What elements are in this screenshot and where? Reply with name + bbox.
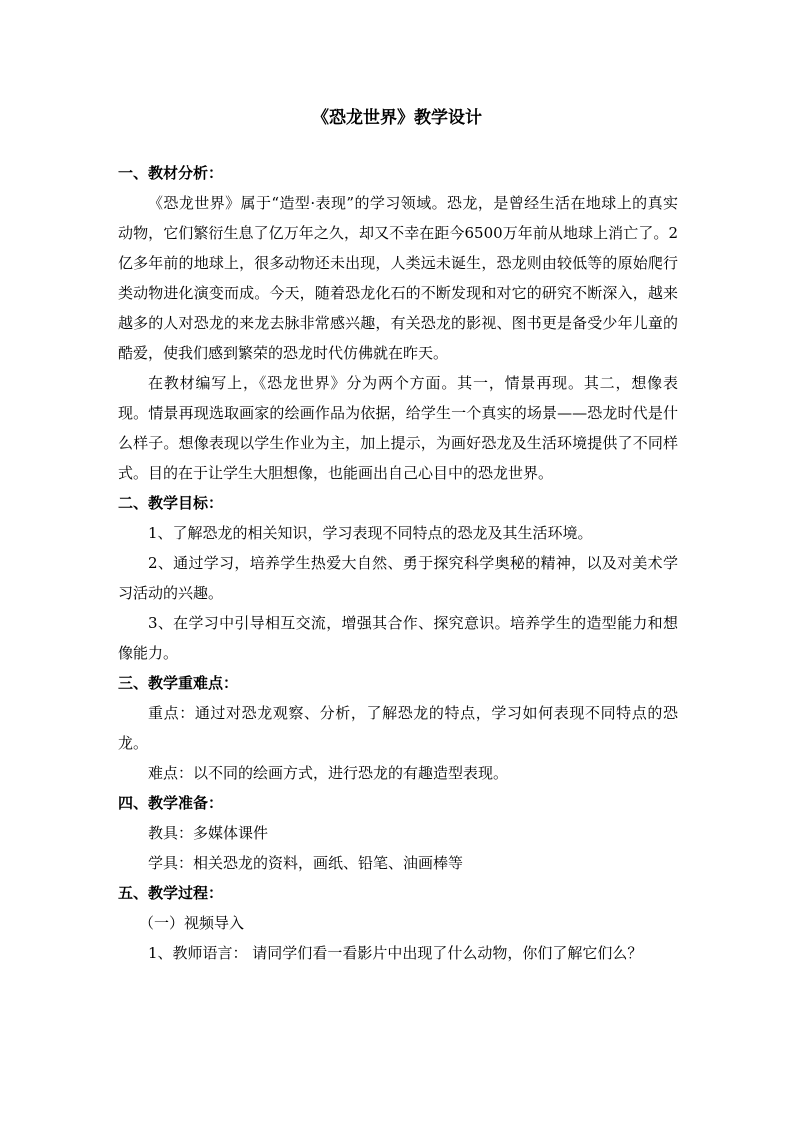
paragraph: 《恐龙世界》属于“造型·表现”的学习领域。恐龙，是曾经生活在地球上的真实动物，它们繁衍生息了亿万年之久，却又不幸在距今6500万年前从地球上消亡了。2亿多年前的地球上，很多动物还未出现，人类远未诞生，恐龙则由较低等的原始爬行类动物进化演变而成。今天，随着恐龙化石的不断发现和对它的研究不断深入，越来越多的人对恐龙的来龙去脉非常感兴趣，有关恐龙的影视、图书更是备受少年儿童的酷爱，使我们感到繁荣的恐龙时代仿佛就在昨天。 <box>118 194 678 362</box>
paragraph: 教具：多媒体课件 <box>148 824 269 842</box>
paragraph: 学具：相关恐龙的资料，画纸、铅笔、油画棒等 <box>148 854 464 872</box>
paragraph: 难点：以不同的绘画方式，进行恐龙的有趣造型表现。 <box>148 764 509 782</box>
paragraph: 2、通过学习，培养学生热爱大自然、勇于探究科学奥秘的精神，以及对美术学习活动的兴趣。 <box>118 554 678 602</box>
paragraph: 在教材编写上，《恐龙世界》分为两个方面。其一，情景再现。其二，想像表现。情景再现选取画家的绘画作品为依据，给学生一个真实的场景——恐龙时代是什么样子。想像表现以学生作业为主，加上提示，为画好恐龙及生活环境提供了不同样式。目的在于让学生大胆想像，也能画出自己心目中的恐龙世界。 <box>118 374 678 482</box>
paragraph: 1、了解恐龙的相关知识，学习表现不同特点的恐龙及其生活环境。 <box>148 524 593 542</box>
section-heading-preparation: 四、教学准备： <box>118 794 224 812</box>
paragraph: 3、在学习中引导相互交流，增强其合作、探究意识。培养学生的造型能力和想像能力。 <box>118 614 678 662</box>
subsection-heading: （一）视频导入 <box>139 914 245 932</box>
document-body <box>118 158 678 968</box>
document-title: 《恐龙世界》教学设计 <box>312 108 482 128</box>
paragraph: 重点：通过对恐龙观察、分析，了解恐龙的特点，学习如何表现不同特点的恐龙。 <box>118 704 678 752</box>
section-heading-materials: 一、教材分析： <box>118 164 224 182</box>
section-heading-process: 五、教学过程： <box>118 884 224 902</box>
paragraph: 1、教师语言： 请同学们看一看影片中出现了什么动物，你们了解它们么？ <box>148 944 643 962</box>
section-heading-key-points: 三、教学重难点： <box>118 674 239 692</box>
section-heading-goals: 二、教学目标： <box>118 494 224 512</box>
